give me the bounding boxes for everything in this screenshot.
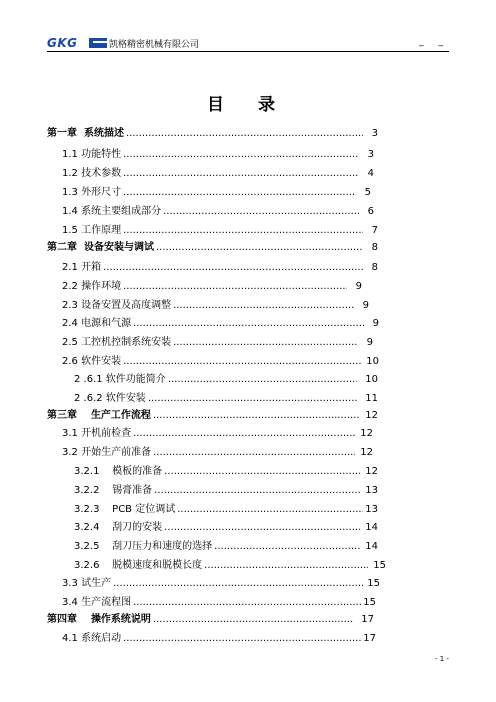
toc-page-number: 8 xyxy=(365,242,378,253)
toc-entry-row xyxy=(62,300,369,312)
toc-entry-row xyxy=(62,187,371,199)
page-title: 目 录 xyxy=(207,95,289,115)
logo-mark-icon xyxy=(89,38,107,48)
toc-leader-dots xyxy=(103,262,363,274)
toc-leader-dots xyxy=(154,485,360,497)
toc-entry-row xyxy=(62,428,373,440)
toc-entry-row xyxy=(62,597,376,609)
toc-leader-dots xyxy=(177,504,363,516)
toc-title: 操作系统说明 xyxy=(90,614,151,625)
toc-number: 3.2.1 xyxy=(74,466,113,477)
toc-entry-row xyxy=(62,337,373,349)
toc-leader-dots xyxy=(153,410,360,422)
toc-leader-dots xyxy=(204,560,368,572)
header-right-mark: _ _ xyxy=(419,37,449,47)
toc-entry-row xyxy=(74,485,378,497)
toc-number: 1.1 xyxy=(62,149,82,160)
toc-leader-dots xyxy=(123,225,363,237)
toc-title: 功能特性 xyxy=(81,149,122,160)
toc-page-number: 10 xyxy=(363,356,379,367)
toc-title: PCB 定位调试 xyxy=(112,504,176,515)
toc-title: 系统主要组成部分 xyxy=(81,206,162,217)
toc-leader-dots xyxy=(163,206,359,218)
toc-number: 1.2 xyxy=(62,168,82,179)
toc-entry-row xyxy=(74,522,378,534)
toc-page-number: 9 xyxy=(356,300,369,311)
toc-title: 系统启动 xyxy=(81,633,122,644)
toc-number: 1.5 xyxy=(62,225,82,236)
toc-page-number: 10 xyxy=(358,374,378,385)
toc-page-number: 15 xyxy=(370,560,386,571)
toc-page-number: 9 xyxy=(360,337,373,348)
toc-leader-dots xyxy=(148,393,357,405)
toc-page-number: 12 xyxy=(362,410,378,421)
toc-entry-row xyxy=(62,206,374,218)
toc-entry-row xyxy=(74,504,378,516)
toc-leader-dots xyxy=(168,374,357,386)
toc-title: 生产流程图 xyxy=(81,597,132,608)
toc-page-number: 17 xyxy=(354,614,374,625)
toc-leader-dots xyxy=(153,614,353,626)
toc-chapter-row xyxy=(47,614,374,626)
toc-leader-dots xyxy=(123,356,361,368)
toc-title: 模板的准备 xyxy=(112,466,163,477)
toc-leader-dots xyxy=(123,149,359,161)
toc-leader-dots xyxy=(123,633,361,645)
toc-number: 3.2 xyxy=(62,447,82,458)
toc-title: 系统描述 xyxy=(83,128,124,139)
toc-page-number: 12 xyxy=(357,428,373,439)
toc-page-number: 15 xyxy=(363,597,376,608)
toc-page-number: 4 xyxy=(361,168,374,179)
toc-leader-dots xyxy=(113,578,365,590)
toc-number: 2.1 xyxy=(62,262,82,273)
toc-title: 软件安装 xyxy=(81,356,122,367)
toc-number: 2.3 xyxy=(62,300,82,311)
toc-leader-dots xyxy=(133,318,364,330)
toc-title: 试生产 xyxy=(81,578,112,589)
toc-page-number: 5 xyxy=(358,187,371,198)
toc-leader-dots xyxy=(123,168,359,180)
toc-page-number: 15 xyxy=(367,578,380,589)
toc-leader-dots xyxy=(173,300,354,312)
toc-entry-row xyxy=(74,393,378,405)
toc-number: 1.4 xyxy=(62,206,82,217)
toc-title: 外形尺寸 xyxy=(81,187,122,198)
toc-page-number: 14 xyxy=(362,541,378,552)
toc-title: 脱模速度和脱模长度 xyxy=(112,560,203,571)
toc-leader-dots xyxy=(164,466,360,478)
toc-entry-row xyxy=(62,262,378,274)
header-divider xyxy=(47,51,449,52)
toc-chapter-row xyxy=(47,128,378,140)
toc-title: 软件功能简介 xyxy=(105,374,166,385)
toc-entry-row xyxy=(62,225,378,237)
toc-leader-dots xyxy=(123,281,347,293)
toc-title: 工作原理 xyxy=(81,225,122,236)
toc-title: 开箱 xyxy=(81,262,102,273)
toc-number: 2.4 xyxy=(62,318,82,329)
toc-title: 设备安置及高度调整 xyxy=(81,300,172,311)
toc-page-number: 11 xyxy=(358,393,378,404)
company-name: 凯格精密机械有限公司 xyxy=(109,40,200,50)
toc-entry-row xyxy=(62,578,380,590)
toc-entry-row xyxy=(62,168,374,180)
toc-entry-row xyxy=(62,633,376,645)
toc-entry-row xyxy=(62,318,379,330)
toc-page-number: 12 xyxy=(357,447,373,458)
toc-page-number: 13 xyxy=(365,504,378,515)
toc-page-number: 17 xyxy=(363,633,376,644)
toc-page-number: 8 xyxy=(365,262,378,273)
toc-page-number: 6 xyxy=(361,206,374,217)
page-number: - 1 - xyxy=(435,655,449,663)
toc-number: 4.1 xyxy=(62,633,82,644)
toc-number: 2 .6.2 xyxy=(74,393,106,404)
toc-title: 操作环境 xyxy=(81,281,122,292)
toc-page-number: 13 xyxy=(362,485,378,496)
toc-chapter-row xyxy=(47,242,378,254)
toc-number: 第一章 xyxy=(47,128,84,139)
toc-title: 技术参数 xyxy=(81,168,122,179)
toc-leader-dots xyxy=(133,597,361,609)
toc-number: 第四章 xyxy=(47,614,91,625)
toc-number: 3.2.2 xyxy=(74,485,113,496)
toc-title: 设备安装与调试 xyxy=(83,242,154,253)
toc-number: 第三章 xyxy=(47,410,91,421)
toc-number: 3.2.4 xyxy=(74,522,113,533)
toc-number: 2.2 xyxy=(62,281,82,292)
toc-page-number: 14 xyxy=(362,522,378,533)
toc-title: 开始生产前准备 xyxy=(81,447,152,458)
toc-leader-dots xyxy=(164,522,360,534)
toc-number: 2.6 xyxy=(62,356,82,367)
toc-entry-row xyxy=(62,356,379,368)
toc-title: 电源和气源 xyxy=(81,318,132,329)
toc-leader-dots xyxy=(214,541,360,553)
toc-number: 3.3 xyxy=(62,578,82,589)
toc-number: 3.2.5 xyxy=(74,541,113,552)
toc-title: 开机前检查 xyxy=(81,428,132,439)
toc-page-number: 7 xyxy=(365,225,378,236)
toc-leader-dots xyxy=(133,428,355,440)
toc-entry-row xyxy=(74,541,378,553)
toc-entry-row xyxy=(62,149,374,161)
toc-page-number: 12 xyxy=(362,466,378,477)
toc-number: 1.3 xyxy=(62,187,82,198)
toc-page-number: 3 xyxy=(365,128,378,139)
toc-number: 2 .6.1 xyxy=(74,374,106,385)
toc-entry-row xyxy=(74,466,378,478)
toc-number: 3.1 xyxy=(62,428,82,439)
toc-leader-dots xyxy=(156,242,363,254)
toc-number: 第二章 xyxy=(47,242,84,253)
toc-leader-dots xyxy=(173,337,358,349)
toc-entry-row xyxy=(74,374,378,386)
company-logo: GKG xyxy=(47,36,78,50)
page-header xyxy=(47,34,449,52)
toc-page-number: 9 xyxy=(349,281,362,292)
toc-leader-dots xyxy=(126,128,363,140)
toc-entry-row xyxy=(62,447,373,459)
toc-number: 3.2.3 xyxy=(74,504,113,515)
toc-entry-row xyxy=(62,281,362,293)
toc-leader-dots xyxy=(153,447,355,459)
toc-chapter-row xyxy=(47,410,378,422)
toc-title: 刮刀压力和速度的选择 xyxy=(112,541,213,552)
toc-title: 生产工作流程 xyxy=(90,410,151,421)
toc-entry-row xyxy=(74,560,386,572)
toc-number: 3.2.6 xyxy=(74,560,113,571)
toc-title: 刮刀的安装 xyxy=(112,522,163,533)
toc-title: 软件安装 xyxy=(105,393,146,404)
toc-number: 2.5 xyxy=(62,337,82,348)
toc-number: 3.4 xyxy=(62,597,82,608)
toc-page-number: 3 xyxy=(361,149,374,160)
toc-leader-dots xyxy=(123,187,356,199)
toc-page-number: 9 xyxy=(366,318,379,329)
toc-title: 锡膏准备 xyxy=(112,485,153,496)
toc-title: 工控机控制系统安装 xyxy=(81,337,172,348)
